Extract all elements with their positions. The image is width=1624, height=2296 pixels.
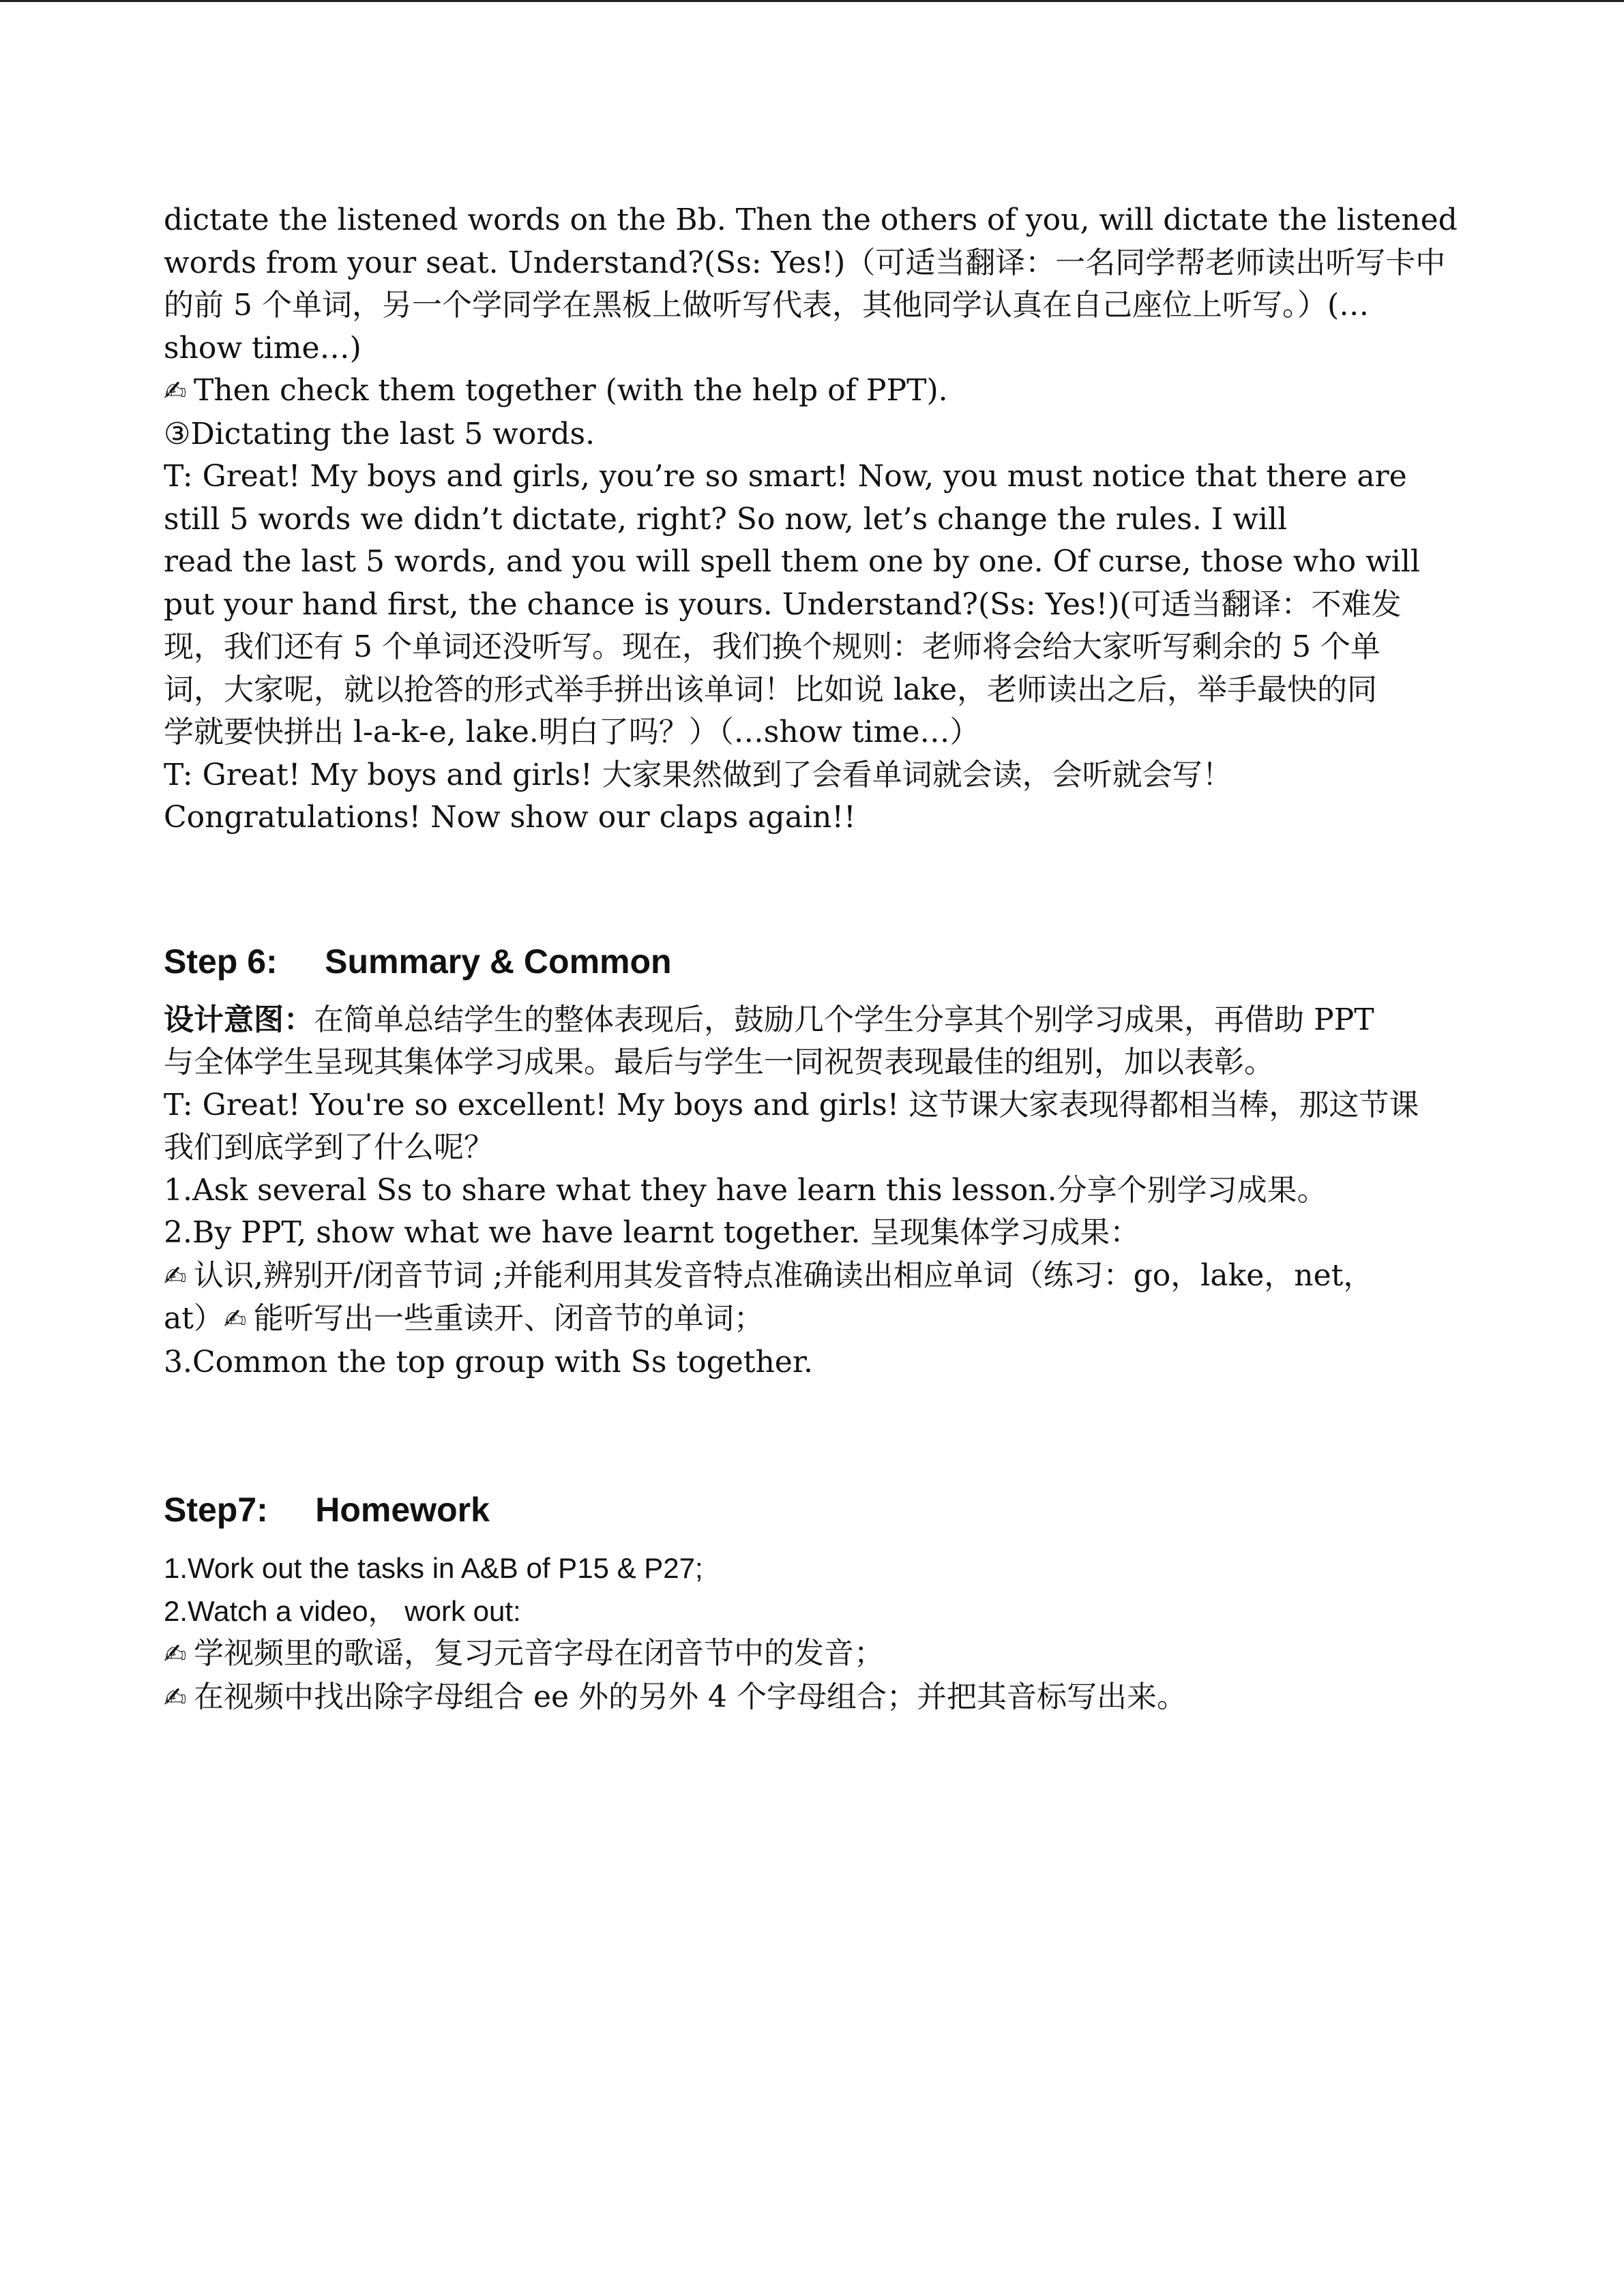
design-intent-text: 在简单总结学生的整体表现后，鼓励几个学生分享其个别学习成果，再借助 PPT (314, 1002, 1374, 1037)
text-line: Congratulations! Now show our claps again!! (164, 800, 856, 835)
text-line: read the last 5 words, and you will spell them one by one. Of curse, those who will (164, 544, 1421, 579)
homework-bullet-2-text: 在视频中找出除字母组合 ee 外的另外 4 个字母组合；并把其音标写出来。 (194, 1679, 1187, 1714)
congratulations-paragraph (164, 754, 1480, 839)
homework-bullet-2 (164, 1676, 1480, 1720)
writing-hand-icon: ✍ (164, 376, 187, 407)
summary-bullet-1-cont: at） (164, 1301, 224, 1336)
summary-item-2: 2.By PPT, show what we have learnt together. 呈现集体学习成果： (164, 1215, 1140, 1250)
dictation-instructions-paragraph (164, 199, 1480, 370)
homework-item-1: 1.Work out the tasks in A&B of P15 & P27; (164, 1552, 703, 1584)
summary-item-1: 1.Ask several Ss to share what they have learn this lesson.分享个别学习成果。 (164, 1172, 1327, 1208)
dictating-last-words-line: ③Dictating the last 5 words. (164, 416, 595, 451)
summary-bullet-2-text: 能听写出一些重读开、闭音节的单词； (253, 1301, 764, 1336)
text-line: T: Great! My boys and girls! 大家果然做到了会看单词就会读，会听就会写！ (164, 757, 1232, 792)
writing-hand-icon: ✍ (164, 1682, 187, 1714)
step6-heading: Step 6: Summary & Common (164, 942, 672, 981)
writing-hand-icon: ✍ (164, 1260, 187, 1292)
change-rules-paragraph (164, 456, 1480, 754)
text-line: still 5 words we didn’t dictate, right? So now, let’s change the rules. I will (164, 501, 1288, 537)
text-line: put your hand first, the chance is yours. Understand?(Ss: Yes!)(可适当翻译：不难发 (164, 586, 1402, 622)
homework-item-2: 2.Watch a video， work out: (164, 1594, 521, 1627)
page-top-border (0, 0, 1624, 2)
summary-item-3: 3.Common the top group with Ss together. (164, 1344, 814, 1380)
text-line: show time…) (164, 330, 361, 366)
homework-bullet-1 (164, 1632, 1480, 1676)
text-line: 学就要快拼出 l-a-k-e, lake.明白了吗？）（…show time…） (164, 715, 980, 749)
design-intent-label: 设计意图： (164, 1002, 314, 1037)
check-together-line (164, 370, 1480, 413)
text-line: 现，我们还有 5 个单词还没听写。现在，我们换个规则：老师将会给大家听写剩余的 5 个单 (164, 629, 1381, 664)
summary-bullet-1-text: 认识,辨别开/闭音节词 ;并能利用其发音特点准确读出相应单词（练习：go，lake，net， (194, 1257, 1374, 1293)
homework-bullet-1-text: 学视频里的歌谣，复习元音字母在闭音节中的发音； (194, 1636, 884, 1671)
document-body (164, 199, 1480, 1719)
writing-hand-icon: ✍ (164, 1639, 187, 1670)
writing-hand-icon: ✍ (223, 1304, 247, 1335)
summary-bullet-2 (164, 1298, 1480, 1341)
text-line: words from your seat. Understand?(Ss: Yes!)（可适当翻译：一名同学帮老师读出听写卡中 (164, 245, 1446, 280)
summary-bullet-1 (164, 1255, 1480, 1298)
spacer (164, 1534, 1480, 1547)
teacher-line: 我们到底学到了什么呢？ (164, 1130, 494, 1165)
design-intent-line (164, 999, 1480, 1042)
check-together-text: Then check them together (with the help of PPT). (194, 373, 948, 408)
teacher-line: T: Great! You're so excellent! My boys and girls! 这节课大家表现得都相当棒，那这节课 (164, 1087, 1419, 1122)
text-line: dictate the listened words on the Bb. Then the others of you, will dictate the listened (164, 203, 1458, 237)
step7-heading: Step7: Homework (164, 1491, 490, 1529)
text-line: 的前 5 个单词，另一个学同学在黑板上做听写代表，其他同学认真在自己座位上听写。）(… (164, 288, 1370, 323)
text-line: 词，大家呢，就以抢答的形式举手拼出该单词！比如说 lake，老师读出之后，举手最快的同 (164, 672, 1377, 707)
text-line: T: Great! My boys and girls, you’re so smart! Now, you must notice that there are (164, 459, 1407, 494)
spacer (164, 985, 1480, 999)
design-intent-line-2: 与全体学生呈现其集体学习成果。最后与学生一同祝贺表现最佳的组别，加以表彰。 (164, 1045, 1274, 1079)
